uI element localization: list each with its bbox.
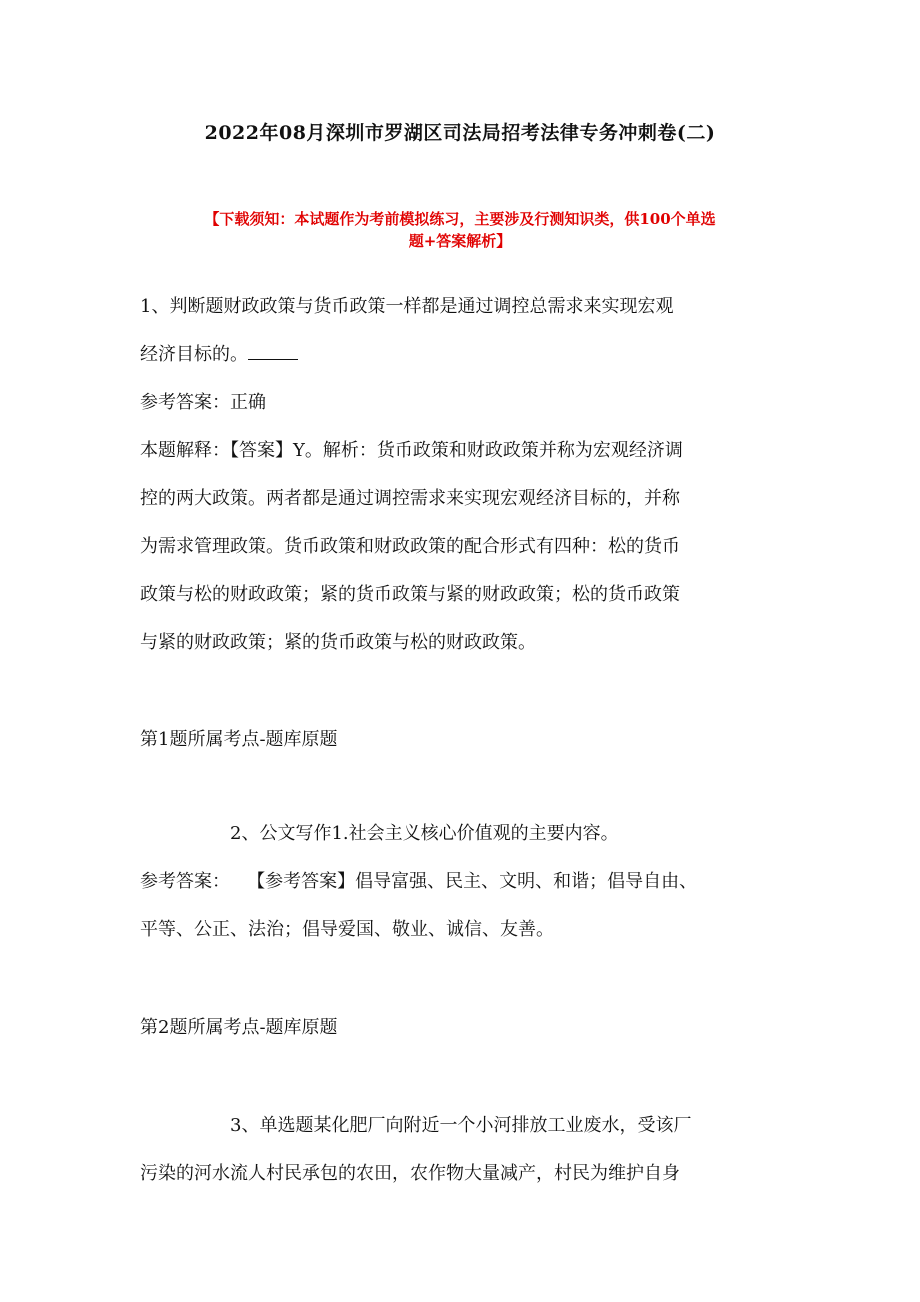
- explanation-line: 本题解释：【答案】Y。解析：货币政策和财政政策并称为宏观经济调: [140, 440, 683, 461]
- question-2: [140, 810, 780, 954]
- explanation-line: 与紧的财政政策；紧的货币政策与松的财政政策。: [140, 632, 536, 653]
- reference-answer-cont: 平等、公正、法治；倡导爱国、敬业、诚信、友善。: [140, 919, 554, 940]
- explanation-line: 政策与松的财政政策；紧的货币政策与紧的财政政策；松的货币政策: [140, 584, 680, 605]
- question-text-end: 经济目标的。: [140, 344, 248, 365]
- explanation-line: 控的两大政策。两者都是通过调控需求来实现宏观经济目标的，并称: [140, 488, 680, 509]
- notice-line: 【下载须知：本试题作为考前模拟练习，主要涉及行测知识类，供100个单选: [204, 210, 716, 228]
- answer-blank: [248, 339, 298, 360]
- reference-answer: 参考答案： 【参考答案】倡导富强、民主、文明、和谐；倡导自由、: [140, 871, 698, 892]
- question-1: [140, 283, 780, 667]
- question-2-topic: 第2题所属考点-题库原题: [140, 1017, 338, 1038]
- download-notice: [140, 208, 780, 252]
- question-text-cont: 污染的河水流人村民承包的农田，农作物大量减产，村民为维护自身: [140, 1163, 680, 1184]
- question-text-cont: [140, 331, 780, 379]
- question-text: 2、公文写作1.社会主义核心价值观的主要内容。: [230, 823, 619, 844]
- notice-line: 题+答案解析】: [408, 232, 512, 250]
- document-title: 2022年08月深圳市罗湖区司法局招考法律专务冲刺卷(二): [204, 122, 716, 144]
- question-1-topic: 第1题所属考点-题库原题: [140, 729, 338, 750]
- question-3: [140, 1102, 780, 1198]
- reference-answer: 参考答案：正确: [140, 392, 266, 413]
- question-text: 1、判断题财政政策与货币政策一样都是通过调控总需求来实现宏观: [140, 296, 674, 317]
- question-text: 3、单选题某化肥厂向附近一个小河排放工业废水，受该厂: [230, 1115, 692, 1136]
- explanation-line: 为需求管理政策。货币政策和财政政策的配合形式有四种：松的货币: [140, 536, 680, 557]
